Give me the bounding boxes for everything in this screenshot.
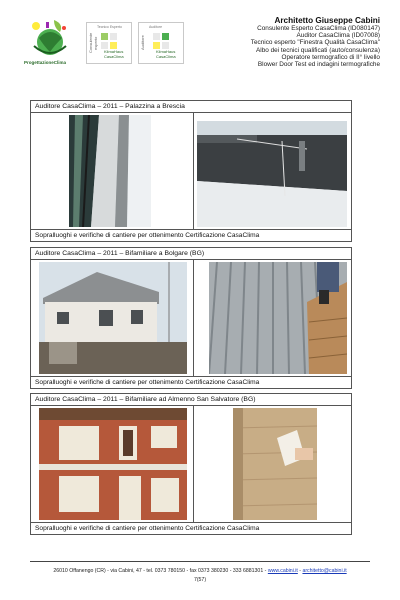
globe-logo-icon xyxy=(24,16,76,60)
header-line: Operatore termografico di II° livello xyxy=(281,53,380,61)
section-caption: Sopralluoghi e verifiche di cantiere per ottenimento Certificazione CasaClima xyxy=(35,232,260,239)
website-link[interactable]: www.cabini.it xyxy=(267,568,298,574)
photo-row xyxy=(31,406,351,523)
header-line: Consulente Esperto CasaClima (ID080147) xyxy=(257,25,380,32)
badge-prefix: KlimaHaus xyxy=(156,49,176,54)
section-title: Auditore CasaClima – 2011 – Palazzina a Brescia xyxy=(31,101,351,113)
badge-square-icon xyxy=(162,42,169,49)
email-link[interactable]: architetto@cabini.it xyxy=(302,568,347,574)
section-title: Auditore CasaClima – 2011 – Bifamiliare ad Almenno San Salvatore (BG) xyxy=(31,394,351,406)
metal-roof-photo xyxy=(209,262,347,374)
brand-label: ProgettazioneClima xyxy=(24,60,67,65)
badge-square-icon xyxy=(162,33,169,40)
badge-square-icon xyxy=(101,42,108,49)
header-line: Auditor CasaClima (ID07008) xyxy=(296,32,380,40)
roof-photo xyxy=(197,121,347,227)
project-section xyxy=(30,247,352,389)
badge-square-icon xyxy=(153,33,160,40)
casaclima-auditor-badge xyxy=(138,22,184,64)
header-line: Blower Door Test ed indagini termografiche xyxy=(257,61,380,69)
letterhead xyxy=(251,16,380,68)
badge-prefix: KlimaHaus xyxy=(104,49,124,54)
section-caption: Sopralluoghi e verifiche di cantiere per ottenimento Certificazione CasaClima xyxy=(35,379,260,386)
brick-house-photo xyxy=(39,408,187,520)
footer-address: 26010 Offanengo (CR) - via Cabini, 47 - tel. 0373 780150 - fax 0373 380230 - 333 6881301 - xyxy=(53,568,267,574)
badge-title: Tecnico Esperto xyxy=(97,25,122,29)
section-caption: Sopralluoghi e verifiche di cantiere per ottenimento Certificazione CasaClima xyxy=(35,525,260,532)
badge-name: CasaClima xyxy=(104,54,124,59)
facade-photo xyxy=(69,115,151,227)
badge-square-icon xyxy=(101,33,108,40)
badge-vertical-label: Auditore xyxy=(140,35,145,51)
badge-name: CasaClima xyxy=(156,54,176,59)
header-line: Tecnico esperto "Finestra Qualità CasaClima" xyxy=(250,39,380,47)
page-number: 7(57) xyxy=(193,577,207,583)
photo-row xyxy=(31,113,351,230)
footer-separator: - xyxy=(297,568,303,574)
badge-square-icon xyxy=(110,42,117,49)
project-section xyxy=(30,393,352,535)
footer-contact xyxy=(0,568,400,574)
architect-name: Architetto Giuseppe Cabini xyxy=(274,16,380,25)
badge-vertical-label: Consulente esperto xyxy=(88,32,98,54)
badge-title: Auditore xyxy=(149,25,163,29)
insulation-photo xyxy=(233,408,317,520)
badge-square-icon xyxy=(110,33,117,40)
project-section xyxy=(30,100,352,242)
section-title: Auditore CasaClima – 2011 – Bifamiliare a Bolgare (BG) xyxy=(31,248,351,260)
progettazione-clima-logo xyxy=(24,16,76,68)
casaclima-expert-badge xyxy=(86,22,132,64)
photo-row xyxy=(31,260,351,377)
footer-divider xyxy=(30,561,370,562)
house-photo xyxy=(39,262,187,374)
badge-square-icon xyxy=(153,42,160,49)
header-line: Albo dei tecnici qualificati (auto/consulenza) xyxy=(256,46,380,54)
